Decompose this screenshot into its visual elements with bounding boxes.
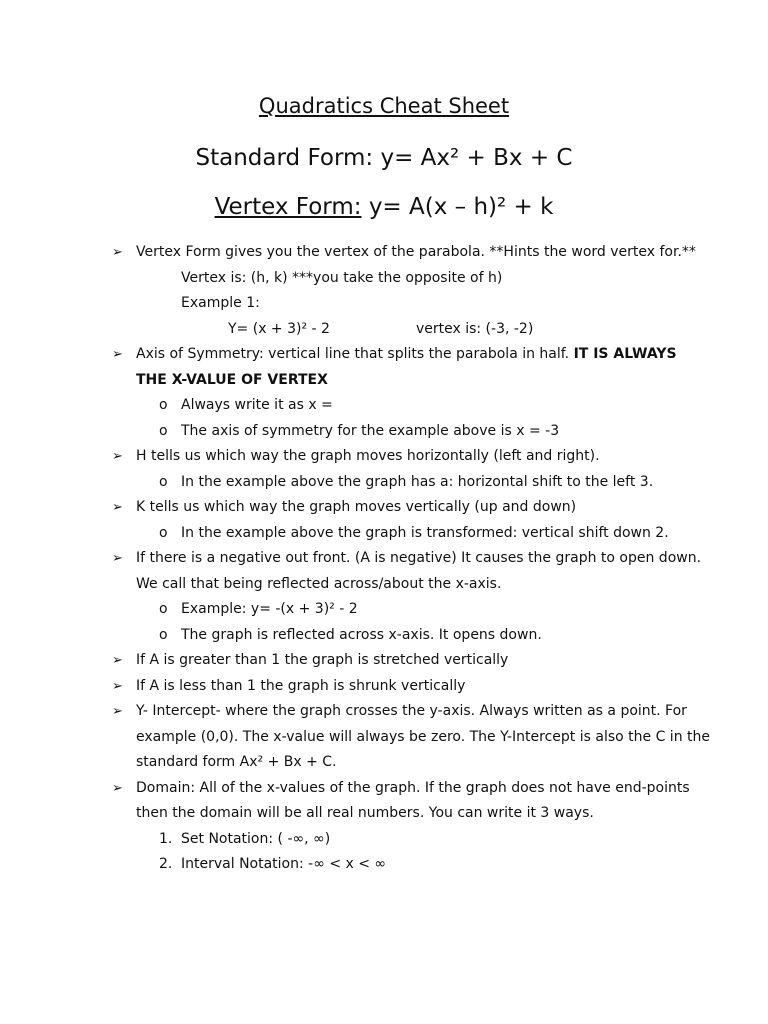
number-label: 1. [159, 830, 173, 847]
sub-item-text: In the example above the graph is transformed: vertical shift down 2. [181, 524, 669, 541]
numbered-item [112, 827, 712, 853]
circle-bullet-icon: o [159, 524, 168, 541]
list-item-less [112, 674, 712, 700]
item-text: Domain: All of the x-values of the graph. If the graph does not have end-points then the domain will be all real numbers. You can write it 3 ways. [136, 779, 690, 821]
cheat-sheet-body [112, 240, 712, 878]
list-item-k [112, 495, 712, 521]
list-item-axis-of-symmetry [112, 342, 712, 393]
list-item-greater [112, 648, 712, 674]
arrow-bullet-icon: ➢ [112, 245, 123, 260]
item-text: If A is less than 1 the graph is shrunk vertically [136, 677, 466, 694]
item-text: Vertex Form gives you the vertex of the parabola. **Hints the word vertex for.** [136, 244, 696, 260]
item-text: Axis of Symmetry: vertical line that splits the parabola in half. [136, 346, 570, 362]
vertex-form-label: Vertex Form: [214, 194, 362, 220]
list-item-negative [112, 546, 712, 597]
example-equation: Y= (x + 3)² - 2 [228, 320, 330, 337]
arrow-bullet-icon: ➢ [112, 500, 123, 515]
arrow-bullet-icon: ➢ [112, 678, 123, 694]
sub-item [112, 393, 712, 419]
arrow-bullet-icon: ➢ [112, 704, 123, 719]
item-text: If there is a negative out front. (A is negative) It causes the graph to open down. We call that being reflected across/about the x-axis. [136, 550, 702, 592]
example-vertex: vertex is: (-3, -2) [415, 320, 534, 337]
arrow-bullet-icon: ➢ [112, 551, 123, 566]
numbered-item-text: Set Notation: ( -∞, ∞) [181, 830, 331, 847]
circle-bullet-icon: o [159, 422, 168, 439]
example-label: Example 1: [181, 295, 260, 311]
list-item-y-intercept [112, 699, 712, 776]
numbered-item [112, 852, 712, 878]
item-text: H tells us which way the graph moves horizontally (left and right). [136, 448, 600, 464]
item-text: K tells us which way the graph moves vertically (up and down) [136, 499, 577, 515]
sub-item [112, 419, 712, 445]
item-text: Y- Intercept- where the graph crosses the y-axis. Always written as a point. For example (0,0). The x-value will always be zero. The Y-Intercept is also the C in the standard form Ax² + Bx + C. [136, 703, 710, 770]
example-line [112, 317, 712, 343]
numbered-item-text: Interval Notation: -∞ < x < ∞ [181, 856, 387, 872]
circle-bullet-icon: o [159, 601, 168, 617]
item-bold-text: IT IS ALWAYS THE X-VALUE OF VERTEX [136, 346, 677, 388]
vertex-form-equation: y= A(x – h)² + k [368, 194, 554, 220]
arrow-bullet-icon: ➢ [112, 449, 123, 464]
sub-item-text: The axis of symmetry for the example above is x = -3 [181, 422, 560, 439]
list-item-vertex [112, 240, 712, 266]
arrow-bullet-icon: ➢ [112, 653, 123, 668]
sub-item [112, 521, 712, 547]
sub-item-text: The graph is reflected across x-axis. It opens down. [181, 626, 542, 643]
list-item-domain [112, 776, 712, 827]
circle-bullet-icon: o [159, 397, 168, 413]
item-text: If A is greater than 1 the graph is stretched vertically [136, 652, 509, 668]
standard-form-heading: Standard Form: y= Ax² + Bx + C [195, 145, 573, 171]
sub-item-text: Example: y= -(x + 3)² - 2 [181, 601, 358, 617]
vertex-form-heading [0, 194, 768, 220]
sub-item [112, 470, 712, 496]
circle-bullet-icon: o [159, 473, 168, 490]
sub-item [112, 597, 712, 623]
arrow-bullet-icon: ➢ [112, 780, 123, 796]
number-label: 2. [159, 856, 173, 872]
sub-item [112, 623, 712, 649]
sub-item-text: In the example above the graph has a: horizontal shift to the left 3. [181, 473, 654, 490]
page-title: Quadratics Cheat Sheet [258, 94, 510, 118]
sub-item-text: Always write it as x = [181, 397, 333, 413]
vertex-is-line: Vertex is: (h, k) ***you take the opposite of h) [181, 269, 503, 286]
list-item-h [112, 444, 712, 470]
arrow-bullet-icon: ➢ [112, 347, 123, 362]
circle-bullet-icon: o [159, 626, 168, 643]
